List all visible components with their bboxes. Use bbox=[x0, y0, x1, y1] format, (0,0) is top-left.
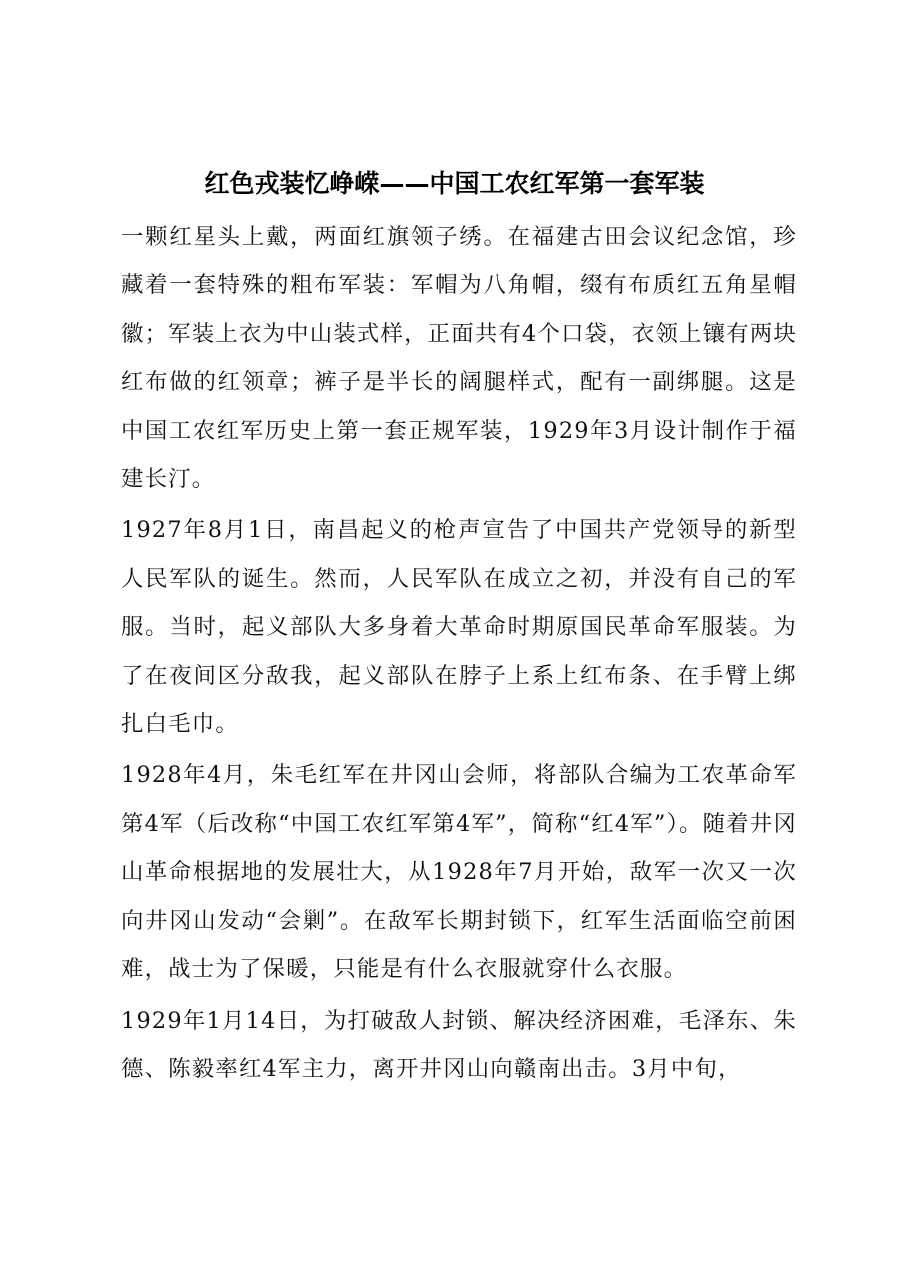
paragraph-3: 1928年4月，朱毛红军在井冈山会师，将部队合编为工农革命军第4军（后改称“中国工农红军第4军”，简称“红4军”）。随着井冈山革命根据地的发展壮大，从1928年7月开始，敌军一次又一次向井冈山发动“会剿”。在敌军长期封锁下，红军生活面临空前困难，战士为了保暖，只能是有什么衣服就穿什么衣服。 bbox=[121, 762, 797, 983]
paragraph-1: 一颗红星头上戴，两面红旗领子绣。在福建古田会议纪念馆，珍藏着一套特殊的粗布军装：军帽为八角帽，缀有布质红五角星帽徽；军装上衣为中山装式样，正面共有4个口袋，衣领上镶有两块红布做的红领章；裤子是半长的阔腿样式，配有一副绑腿。这是中国工农红军历史上第一套正规军装，1929年3月设计制作于福建长汀。 bbox=[121, 224, 797, 493]
document-title: 红色戎装忆峥嵘——中国工农红军第一套军装 bbox=[204, 169, 705, 198]
document-body bbox=[121, 213, 797, 1093]
paragraph-4: 1929年1月14日，为打破敌人封锁、解决经济困难，毛泽东、朱德、陈毅率红4军主力，离开井冈山向赣南出击。3月中旬， bbox=[121, 1007, 797, 1082]
paragraph-2: 1927年8月1日，南昌起义的枪声宣告了中国共产党领导的新型人民军队的诞生。然而，人民军队在成立之初，并没有自己的军服。当时，起义部队大多身着大革命时期原国民革命军服装。为了在夜间区分敌我，起义部队在脖子上系上红布条、在手臂上绑扎白毛巾。 bbox=[121, 517, 797, 738]
